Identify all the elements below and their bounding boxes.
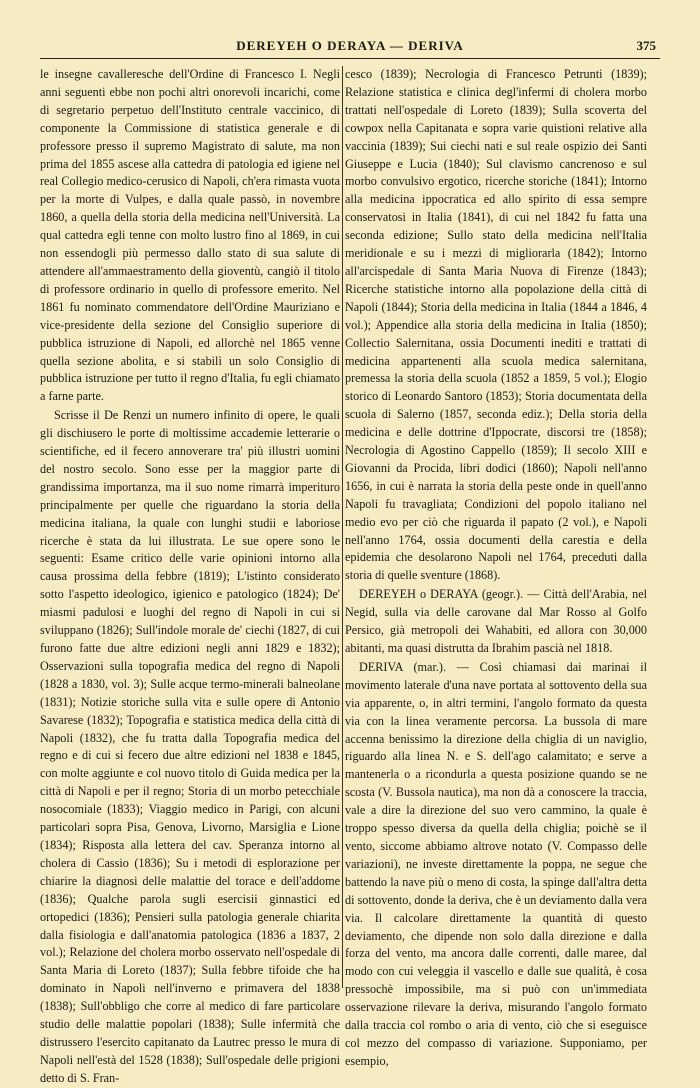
entry-dereyeh: DEREYEH o DERAYA (geogr.). — Città dell'Arabia, nel Negid, sulla via delle carovane dal Mar Rosso al Golfo Persico, già metropoli dei Wahabiti, ed allora con 30,000 abitanti, ma quasi distrutta da Ibrahim pascià nel 1818. [345, 587, 647, 655]
left-column [40, 66, 340, 1085]
right-column [345, 66, 647, 1068]
entry-deriva: DERIVA (mar.). — Così chiamasi dai marinai il movimento laterale d'una nave portata al sottovento della sua via apparente, o, in altri termini, l'angolo formato da questa via con la linea veramente percorsa. La bussola di mare accenna benissimo la direzione della chiglia di un naviglio, riguardo alla linea N. e S. dell'ago calamitato; e serve a mantenerla o a ricondurla a questa posizione quando se ne scosta (V. Bussola nautica), ma non dà a conoscere la traccia, vale a dire la direzione del suo vero cammino, la quale è troppo spesso diversa da quella della chiglia; poichè se il vento, siccome abbiamo altrove notato (V. Compasso delle variazioni), ne investe direttamente la poppa, ne segue che battendo la nave più o meno di costa, la spinge dall'altra detta di sottovento, donde la deriva, che è un deviamento dalla vera via. Il calcolare direttamente la quantità di questo deviamento, che dipende non solo dalla direzione e dalla forza del vento, ma ancora dalle correnti, dalle maree, dal modo con cui veleggia il vascello e dalle sue qualità, è cosa pressochè impossibile, ma si può con un'immediata osservazione rilevare la deriva, misurando l'angolo formato dalla traccia col rombo o aria di vento, ciò che si eseguisce col mezzo del compasso di variazione. Supponiamo, per esempio, [345, 659, 647, 1068]
paragraph-biography: le insegne cavalleresche dell'Ordine di Francesco I. Negli anni seguenti ebbe non pochi altri onorevoli incarichi, come di segretario perpetuo dell'Instituto centrale vaccinico, di componente la Commissione di statistica generale e di professore presso il supremo Magistrato di salute, ma non prima del 1855 ascese alla cattedra di patologia ed igiene nel real Collegio medico-cerusico di Napoli, ch'era rimasta vuota per la morte di Vulpes, e dalla quale passò, in novembre 1860, a quella della storia della medicina nell'Università. La qual cattedra egli tenne con molto lustro fino al 1869, in cui non essendogli più permesso dallo stato di sua salute di attendere all'ammaestramento della gioventù, cangiò il titolo di professore ordinario in quello di professore emerito. Nel 1861 fu nominato commendatore dell'Ordine Mauriziano e vice-presidente della sezione del Consiglio superiore di pubblica istruzione di Napoli, ed allorchè nel 1865 venne quella sezione abolita, e si stabilì un solo Consiglio di pubblica istruzione per tutto il regno d'Italia, fu egli chiamato a farne parte. [40, 67, 340, 404]
page-number: 375 [636, 38, 656, 53]
running-head: DEREYEH O DERAYA — DERIVA [236, 38, 464, 53]
paragraph-works: Scrisse il De Renzi un numero infinito di opere, le quali gli dischiusero le porte di moltissime accademie letterarie o scientifiche, ed il fecero annoverare tra' più illustri uomini del nostro secolo. Sono esse per la maggior parte di grandissima importanza, ma il suo nome rimarrà imperituro principalmente per quelle che riguardano la storia della medicina italiana, la quale con lunghi studii e laboriose ricerche è stata da lui illustrata. Le sue opere sono le seguenti: Esame critico delle varie opinioni intorno alla causa prossima della febbre (1819); L'istinto considerato sotto l'aspetto ideologico, igienico e patologico (1824); De' miasmi padulosi e luoghi del regno di Napoli in cui si sviluppano (1826); Sull'indole morale de' ciechi (1827, di cui furono fatte due altre edizioni negli anni 1829 e 1832); Osservazioni sulla topografia medica del regno di Napoli (1828 a 1830, vol. 3); Sulle acque termo-minerali balneolane (1831); Notizie storiche sulla vita e sulle opere di Antonio Savarese (1832); Topografia e statistica medica della città di Napoli (1832), che fu tratta dalla Topografia medica del regno e di cui si fecero due altre edizioni nel 1838 e 1845, con molte aggiunte e col nuovo titolo di Guida medica per la città di Napoli e per il regno; Storia di un morbo petecchiale nosocomiale (1833); Viaggio medico in Parigi, con alcuni particolari sopra Pisa, Genova, Livorno, Marsiglia e Lione (1834); Risposta alla lettera del cav. Speranza intorno al cholera di Cassio (1836); Su i metodi di esplorazione per chiarire la diagnosi delle malattie del torace e dell'addome (1836); Qualche parola sugli esercisii ginnastici ed ortopedici (1836); Pensieri sulla patologia generale chiarita dalla fisiologia e dall'anatomia patologica (1836 a 1837, 2 vol.); Relazione del cholera morbo osservato nell'ospedale di Santa Maria di Loreto (1837); Sulla febbre tifoide che ha dominato in Napoli nell'inverno e primavera del 1838 (1838); Sull'obbligo che corre al medico di fare particolare studio delle malattie popolari (1838); Sulle infermità che distrussero l'esercito capitanato da Lautrec presso le mura di Napoli nell'està del 1528 (1838); Sull'ospedale delle prigioni detto di S. Fran- [40, 408, 340, 1085]
page-header [40, 36, 660, 59]
paragraph-works-continued: cesco (1839); Necrologia di Francesco Petrunti (1839); Relazione statistica e clinica degl'infermi di cholera morbo trattati nell'ospedale di Loreto (1839); Sulla scoverta del cowpox nella Capitanata e sopra varie quistioni relative alla vaccinia (1839); Sui ciechi nati e sul reale ospizio dei Santi Giuseppe e Lucia (1840); Sul clavismo cancrenoso e sul morbo convulsivo ergotico, ricerche storiche (1841); Intorno alla medicina ippocratica ed allo spirito di essa sempre conservatosi in Italia (1841), di cui nel 1842 fu fatta una seconda edizione; Sullo stato della medicina nell'Italia meridionale e su i mezzi di migliorarla (1842); Intorno all'arcispedale di Santa Maria Nuova di Firenze (1843); Ricerche statistiche intorno alla popolazione della città di Napoli (1844); Storia della medicina in Italia (1844 a 1846, 4 vol.); Appendice alla storia della medicina in Italia (1850); Collectio Salernitana, ossia Documenti inediti e trattati di medicina appartenenti alla scuola medica salernitana, premessa la storia della scuola (1852 a 1859, 5 vol.); Elogio storico di Leonardo Santoro (1853); Storia documentata della scuola di Salerno (1857, seconda ediz.); Della storia della medicina e delle dottrine d'Ippocrate, discorsi tre (1858); Necrologia di Agostino Cappello (1859); Il secolo XIII e Giovanni da Procida, libri dodici (1860); Napoli nell'anno 1656, in cui è narrata la storia della peste onde in quell'anno Napoli fu travagliata; Condizioni del popolo italiano nel medio evo per ciò che riguarda il papato (2 vol.), e Napoli nell'anno 1764, ossia documenti della carestia e della epidemia che desolarono Napoli nel 1764, preceduti dalla storia di quelle sventure (1868). [345, 67, 647, 583]
column-divider [342, 66, 343, 988]
